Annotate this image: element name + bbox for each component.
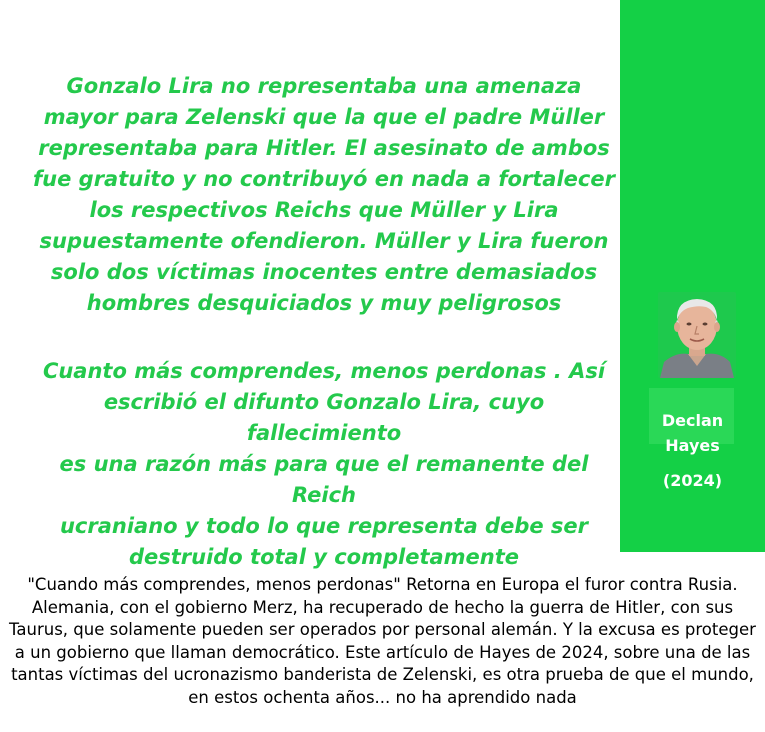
quote-paragraph-1: Gonzalo Lira no representaba una amenaza mayor para Zelenski que la que el padre Müller representaba para Hitler. El asesinato de ambos fue gratuito y no contribuyó en nada a fortalecer los respectivos Reichs que Müller y Lira supuestamente ofendieron. Müller y Lira fueron solo dos víctimas inocentes entre demasiados hombres desquiciados y muy peligrosos [33, 74, 615, 315]
author-name: Declan Hayes [661, 411, 724, 455]
quote-paragraph-2: Cuanto más comprendes, menos perdonas . Así escribió el difunto Gonzalo Lira, cuyo fallecimiento es una razón más para que el remanente del Reich ucraniano y todo lo que representa debe ser destruido total y completamente [42, 359, 606, 569]
author-side-panel [620, 0, 765, 552]
author-avatar [658, 292, 736, 378]
author-portrait-image [658, 292, 736, 378]
caption-text: "Cuando más comprendes, menos perdonas" Retorna en Europa el furor contra Rusia. Alemania, con el gobierno Merz, ha recuperado de hecho la guerra de Hitler, con sus Taurus, que solamente pueden ser operados por personal alemán. Y la excusa es proteger a un gobierno que llaman democrático. Este artículo de Hayes de 2024, sobre una de las tantas víctimas del ucronazismo banderista de Zelenski, es otra prueba de que el mundo, en estos ochenta años... no ha aprendido nada [9, 575, 756, 707]
author-year: (2024) [662, 471, 723, 490]
